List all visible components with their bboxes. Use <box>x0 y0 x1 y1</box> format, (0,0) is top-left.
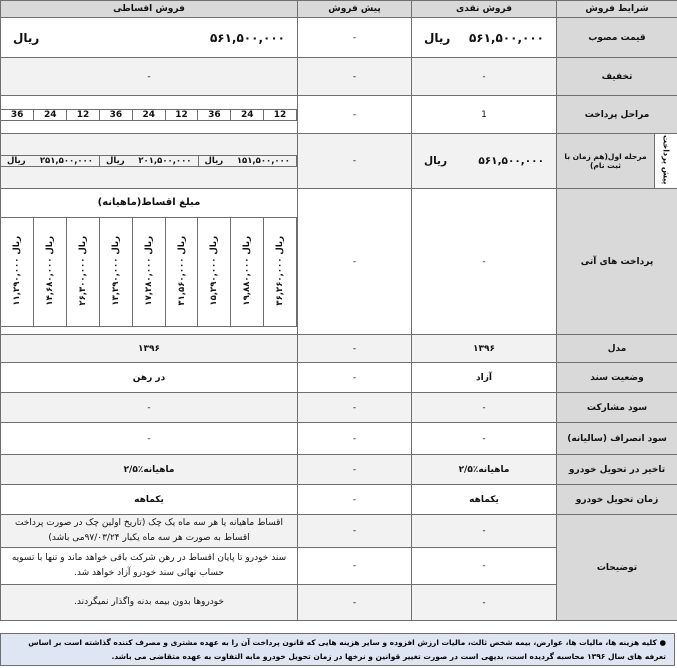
inst-approved-price <box>1 18 298 58</box>
monthly-installment-grid <box>1 217 297 327</box>
first-payment-amount: ۱۵۱,۵۰۰,۰۰۰ <box>236 156 290 166</box>
inst-note-3: خودروها بدون بیمه بدنه واگذار نمیگردند. <box>1 585 298 621</box>
first-payment-unit: ریال <box>204 156 224 166</box>
row-discount <box>1 58 677 96</box>
row-model <box>1 335 677 363</box>
stage-cell: 12 <box>264 109 297 120</box>
monthly-cell <box>231 218 264 327</box>
monthly-amount: ۱۱,۲۹۰,۰۰۰ ریال <box>12 235 23 306</box>
cash-price-unit: ریال <box>424 30 451 45</box>
footer-note <box>0 633 675 666</box>
monthly-amount: ۲۶,۳۰۰,۰۰۰ ریال <box>78 235 89 306</box>
stage-cell: 36 <box>1 109 34 120</box>
monthly-amount: ۳۶,۲۶۰,۰۰۰ ریال <box>275 235 286 306</box>
label-delivery-time: زمان تحویل خودرو <box>557 485 677 515</box>
cash-first-amount: ۵۶۱,۵۰۰,۰۰۰ <box>478 155 544 167</box>
inst-delivery-time: یکماهه <box>1 485 298 515</box>
inst-first-payment-grid <box>1 155 297 167</box>
stage-cell: 36 <box>99 109 132 120</box>
inst-note-1: اقساط ماهیانه یا هر سه ماه یک چک (تاریخ اولین چک در صورت پرداخت اقساط به صورت هر سه ماه یکبار ۹۷/۰۳/۲۴می باشد) <box>1 515 298 548</box>
monthly-amount: ۱۵,۲۹۰,۰۰۰ ریال <box>209 235 220 306</box>
inst-delay: ۲/۵٪ماهیانه <box>1 455 298 485</box>
presale-stages: - <box>298 96 412 134</box>
row-stages <box>1 96 677 134</box>
label-stages: مراحل پرداخت <box>557 96 677 134</box>
stage-cell: 24 <box>34 109 67 120</box>
cash-first-payment <box>412 134 557 189</box>
prepayment-group-label <box>655 134 677 189</box>
first-payment-group <box>100 156 199 167</box>
header-row <box>1 1 677 18</box>
cash-note-3: - <box>412 585 557 621</box>
cash-partnership-profit: - <box>412 393 557 423</box>
monthly-cell <box>264 218 297 327</box>
cash-model: ۱۳۹۶ <box>412 335 557 363</box>
prepayment-label: پیش پرداخت <box>661 134 671 185</box>
footer-text: کلیه هزینه ها، مالیات ها، عوارض، بیمه شخص ثالث، مالیات ارزش افزوده و سایر هزینه هایی که قانون پرداخت آن را به عهده مشتری و مصرف کننده گذاشته است بر اساس تعرفه های سال ۱۳۹۶ محاسبه گردیده است، بدیهی است در صورت تغییر قوانین و نرخها در زمان تحویل خودرو مابه التفاوت به عهده متقاضی می باشد. <box>28 638 666 661</box>
cash-delivery-time: یکماهه <box>412 485 557 515</box>
label-approved-price: قیمت مصوب <box>557 18 677 58</box>
inst-price-amount: ۵۶۱,۵۰۰,۰۰۰ <box>209 30 285 45</box>
inst-doc-status: در رهن <box>1 363 298 393</box>
row-partnership-profit <box>1 393 677 423</box>
label-first-payment: مرحله اول(هم زمان با ثبت نام) <box>557 134 655 189</box>
first-payment-group <box>1 156 100 167</box>
cash-cancel-profit: - <box>412 423 557 455</box>
cash-doc-status: آزاد <box>412 363 557 393</box>
inst-cancel-profit: - <box>1 423 298 455</box>
first-payment-group <box>198 156 297 167</box>
cash-approved-price <box>412 18 557 58</box>
inst-discount: - <box>1 58 298 96</box>
header-conditions: شرایط فروش <box>557 1 677 18</box>
first-payment-amount: ۲۵۱,۵۰۰,۰۰۰ <box>39 156 93 166</box>
inst-partnership-profit: - <box>1 393 298 423</box>
row-delivery-time <box>1 485 677 515</box>
label-partnership-profit: سود مشارکت <box>557 393 677 423</box>
label-model: مدل <box>557 335 677 363</box>
presale-discount: - <box>298 58 412 96</box>
stage-cell: 24 <box>231 109 264 120</box>
cash-future-payments: - <box>412 189 557 335</box>
bullet-icon: ● <box>659 638 666 647</box>
row-notes-1 <box>1 515 677 548</box>
cash-note-1: - <box>412 515 557 548</box>
label-cancel-profit: سود انصراف (سالیانه) <box>557 423 677 455</box>
label-doc-status: وضعیت سند <box>557 363 677 393</box>
stage-cell: 24 <box>132 109 165 120</box>
presale-note-2: - <box>298 548 412 585</box>
header-installment: فروش اقساطی <box>1 1 298 18</box>
presale-partnership-profit: - <box>298 393 412 423</box>
first-payment-unit: ریال <box>106 156 125 166</box>
row-approved-price <box>1 18 677 58</box>
stage-cell: 36 <box>198 109 231 120</box>
monthly-amount: ۱۷,۲۸۰,۰۰۰ ریال <box>143 235 154 306</box>
presale-model: - <box>298 335 412 363</box>
inst-note-2: سند خودرو تا پایان اقساط در رهن شرکت باقی خواهد ماند و تنها با تسویه حساب نهائی سند خودرو آزاد خواهد شد. <box>1 548 298 585</box>
monthly-installment-title: مبلغ اقساط(ماهیانه) <box>97 197 201 208</box>
presale-cancel-profit: - <box>298 423 412 455</box>
cash-price-amount: ۵۶۱,۵۰۰,۰۰۰ <box>468 30 544 45</box>
cash-note-2: - <box>412 548 557 585</box>
inst-price-unit: ریال <box>13 30 40 45</box>
inst-stages <box>1 96 298 134</box>
cash-delay: ۲/۵٪ماهیانه <box>412 455 557 485</box>
row-first-payment <box>1 134 677 189</box>
monthly-cell <box>99 218 132 327</box>
first-payment-unit: ریال <box>7 156 26 166</box>
monthly-cell <box>1 218 34 327</box>
presale-doc-status: - <box>298 363 412 393</box>
presale-approved-price: - <box>298 18 412 58</box>
row-cancel-profit <box>1 423 677 455</box>
stage-cell: 12 <box>165 109 198 120</box>
row-doc-status <box>1 363 677 393</box>
monthly-cell <box>132 218 165 327</box>
monthly-cell <box>34 218 67 327</box>
monthly-cell <box>67 218 100 327</box>
inst-first-payment <box>1 134 298 189</box>
first-payment-amount: ۲۰۱,۵۰۰,۰۰۰ <box>138 156 192 166</box>
label-delay: تاخیر در تحویل خودرو <box>557 455 677 485</box>
monthly-amount: ۳۱,۵۶۰,۰۰۰ ریال <box>176 235 187 306</box>
presale-first-payment: - <box>298 134 412 189</box>
row-future-payments <box>1 189 677 335</box>
presale-future-payments: - <box>298 189 412 335</box>
label-discount: تخفیف <box>557 58 677 96</box>
monthly-amount: ۱۴,۶۸۰,۰۰۰ ریال <box>45 235 56 306</box>
presale-note-3: - <box>298 585 412 621</box>
stage-cell: 12 <box>67 109 100 120</box>
inst-model: ۱۳۹۶ <box>1 335 298 363</box>
cash-discount: - <box>412 58 557 96</box>
inst-future-payments <box>1 189 298 335</box>
inst-stages-grid <box>1 109 297 121</box>
label-notes: توضیحات <box>557 515 677 621</box>
monthly-amount: ۱۳,۲۹۰,۰۰۰ ریال <box>110 235 121 306</box>
header-presale: پیش فروش <box>298 1 412 18</box>
cash-stages: 1 <box>412 96 557 134</box>
cash-first-unit: ریال <box>424 155 448 167</box>
presale-delay: - <box>298 455 412 485</box>
header-cash: فروش نقدی <box>412 1 557 18</box>
presale-delivery-time: - <box>298 485 412 515</box>
presale-note-1: - <box>298 515 412 548</box>
monthly-cell <box>165 218 198 327</box>
row-delay <box>1 455 677 485</box>
monthly-amount: ۱۹,۸۸۰,۰۰۰ ریال <box>242 235 253 306</box>
label-future-payments: پرداخت های آتی <box>557 189 677 335</box>
monthly-cell <box>198 218 231 327</box>
